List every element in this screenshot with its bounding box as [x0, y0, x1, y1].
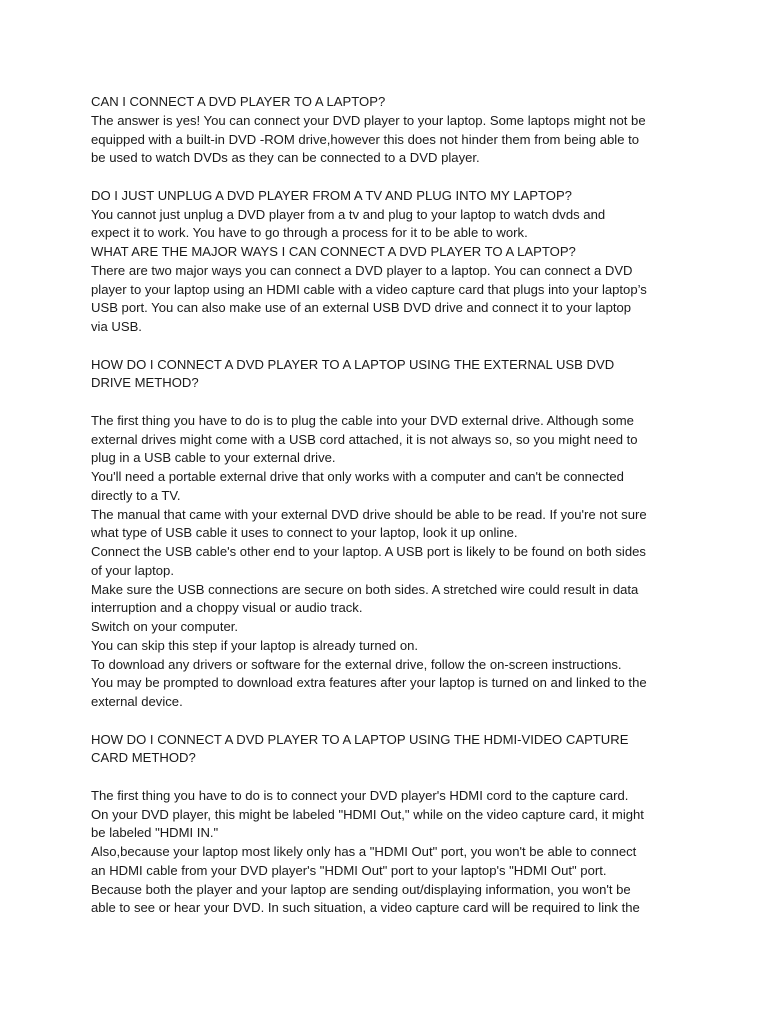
text-line: CAN I CONNECT A DVD PLAYER TO A LAPTOP?	[91, 94, 386, 109]
text-line: via USB.	[91, 319, 142, 334]
blank-line	[91, 712, 691, 731]
text-line: be labeled "HDMI IN."	[91, 825, 219, 841]
text-line: Connect the USB cable's other end to your laptop. A USB port is likely to be found on both sides	[91, 544, 646, 559]
text-line: of your laptop.	[91, 562, 174, 578]
text-line: You'll need a portable external drive that only works with a computer and can't be connected	[91, 469, 624, 484]
blank-line	[91, 337, 691, 356]
text-line: You can skip this step if your laptop is already turned on.	[91, 637, 419, 653]
text-line: HOW DO I CONNECT A DVD PLAYER TO A LAPTOP USING THE HDMI-VIDEO CAPTURE	[91, 731, 629, 747]
text-line: directly to a TV.	[91, 487, 181, 503]
text-line: Because both the player and your laptop are sending out/displaying information, you won't be	[91, 881, 631, 897]
text-line: player to your laptop using an HDMI cable with a video capture card that plugs into your laptop’s	[91, 281, 647, 297]
text-line: The answer is yes! You can connect your DVD player to your laptop. Some laptops might not be	[91, 112, 646, 128]
text-line: interruption and a choppy visual or audio track.	[91, 600, 363, 616]
text-line: The first thing you have to do is to connect your DVD player's HDMI cord to the capture card.	[91, 787, 629, 803]
text-line: what type of USB cable it uses to connect to your laptop, look it up online.	[91, 525, 518, 541]
text-line: expect it to work. You have to go through a process for it to be able to work.	[91, 225, 528, 241]
text-line: You may be prompted to download extra features after your laptop is turned on and linked to the	[91, 675, 647, 691]
text-line: equipped with a built-in DVD -ROM drive,however this does not hinder them from being able to	[91, 131, 640, 147]
text-line: On your DVD player, this might be labeled "HDMI Out," while on the video capture card, it might	[91, 806, 644, 822]
text-line: external device.	[91, 694, 183, 709]
blank-line	[91, 393, 691, 412]
blank-line	[91, 168, 691, 187]
blank-line	[91, 768, 691, 787]
text-line: HOW DO I CONNECT A DVD PLAYER TO A LAPTOP USING THE EXTERNAL USB DVD	[91, 356, 615, 372]
text-line: The first thing you have to do is to plug the cable into your DVD external drive. Although some	[91, 412, 634, 428]
text-line: WHAT ARE THE MAJOR WAYS I CAN CONNECT A DVD PLAYER TO A LAPTOP?	[91, 244, 576, 259]
text-line: DO I JUST UNPLUG A DVD PLAYER FROM A TV AND PLUG INTO MY LAPTOP?	[91, 187, 572, 203]
text-line: There are two major ways you can connect a DVD player to a laptop. You can connect a DVD	[91, 262, 633, 278]
text-line: To download any drivers or software for the external drive, follow the on-screen instructions.	[91, 656, 622, 672]
document-page	[91, 93, 691, 918]
text-line: external drives might come with a USB cord attached, it is not always so, so you might need to	[91, 431, 638, 447]
text-line: plug in a USB cable to your external drive.	[91, 450, 336, 466]
text-line: You cannot just unplug a DVD player from a tv and plug to your laptop to watch dvds and	[91, 206, 606, 222]
text-line: Switch on your computer.	[91, 619, 239, 634]
text-line: USB port. You can also make use of an external USB DVD drive and connect it to your laptop	[91, 300, 632, 316]
text-line: CARD METHOD?	[91, 750, 196, 766]
text-line: be used to watch DVDs as they can be connected to a DVD player.	[91, 150, 480, 166]
text-line: Make sure the USB connections are secure on both sides. A stretched wire could result in data	[91, 581, 639, 597]
text-line: Also,because your laptop most likely only has a "HDMI Out" port, you won't be able to connect	[91, 844, 637, 859]
text-line: an HDMI cable from your DVD player's "HDMI Out" port to your laptop's "HDMI Out" port.	[91, 862, 607, 878]
text-line: able to see or hear your DVD. In such situation, a video capture card will be required to link the	[91, 900, 640, 916]
text-line: The manual that came with your external DVD drive should be able to be read. If you're not sure	[91, 506, 647, 522]
text-line: DRIVE METHOD?	[91, 375, 199, 391]
